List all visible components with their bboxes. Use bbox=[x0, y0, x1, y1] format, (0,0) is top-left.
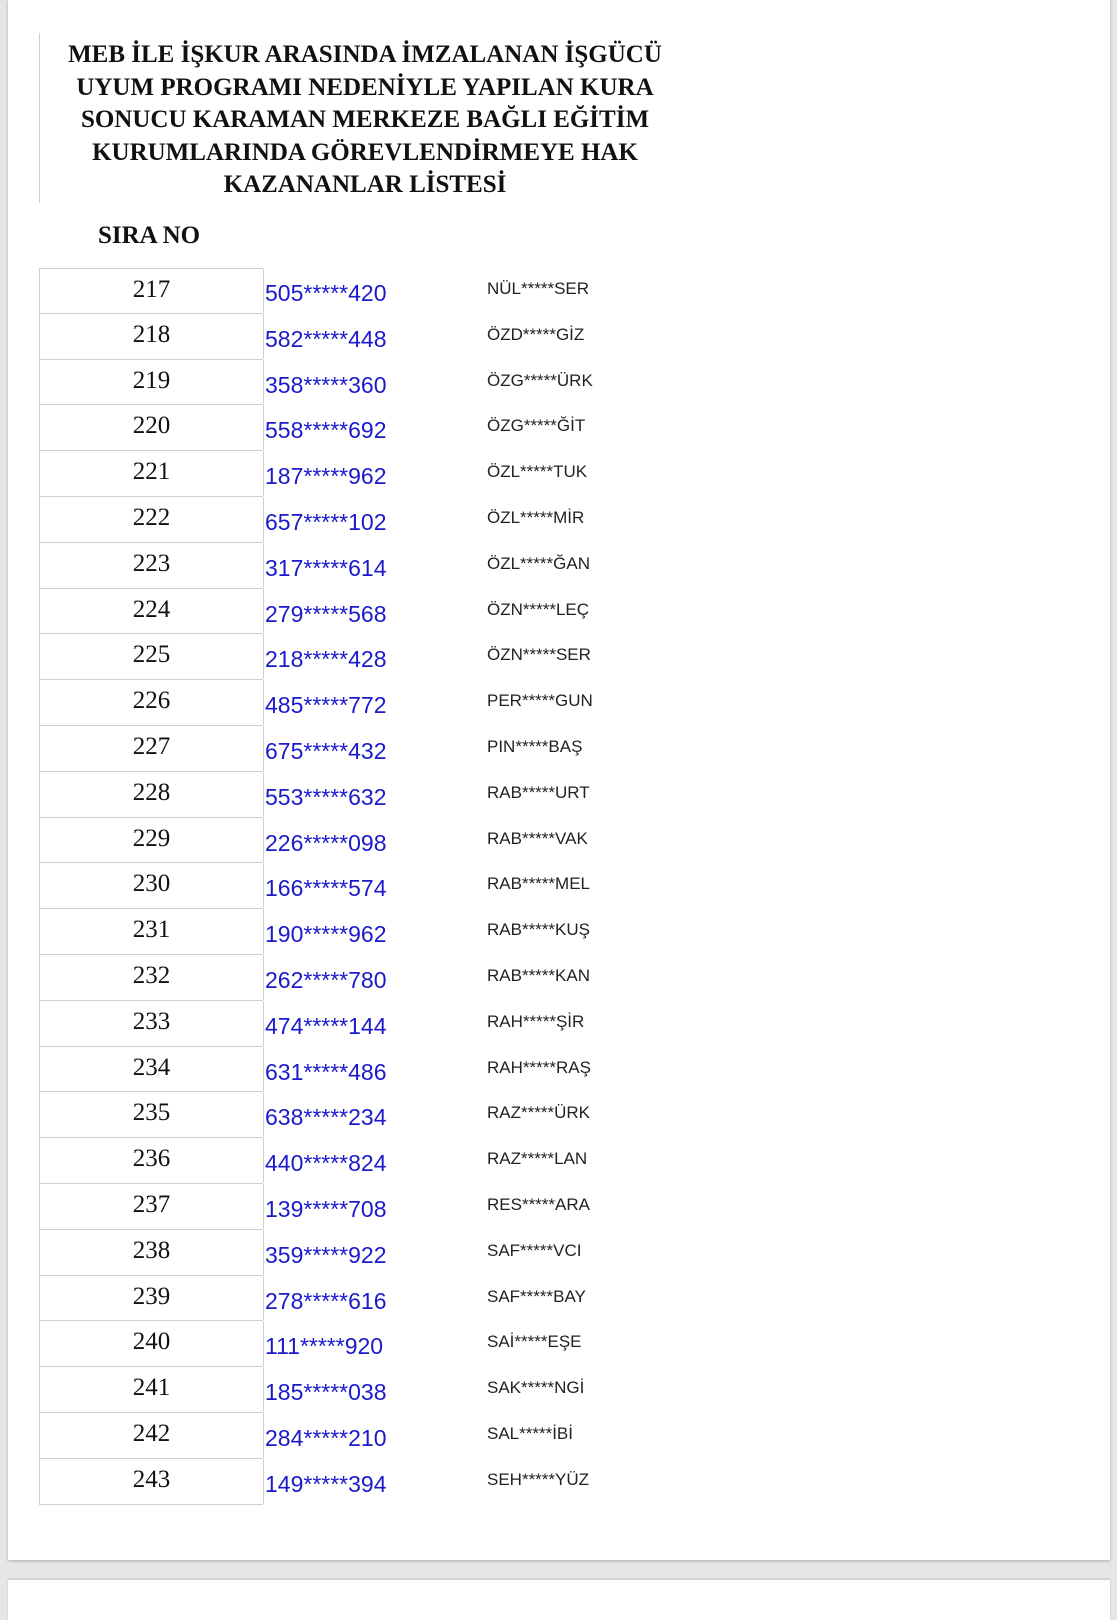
tc-number-cell: 485*****772 bbox=[265, 692, 387, 719]
name-cell: PER*****GUN bbox=[487, 691, 593, 711]
sira-no-cell: 231 bbox=[39, 909, 263, 955]
sira-no-cell: 229 bbox=[39, 818, 263, 864]
tc-number-cell: 474*****144 bbox=[265, 1012, 387, 1039]
sira-no-cell: 221 bbox=[39, 451, 263, 497]
title-line: KURUMLARINDA GÖREVLENDİRMEYE HAK bbox=[92, 138, 638, 166]
sira-no-cell: 232 bbox=[39, 955, 263, 1001]
sira-no-cell: 225 bbox=[39, 634, 263, 680]
name-cell: SAK*****NGİ bbox=[487, 1378, 585, 1398]
name-cell: SAL*****İBİ bbox=[487, 1423, 573, 1443]
tc-number-cell: 226*****098 bbox=[265, 829, 387, 856]
tc-number-cell: 262*****780 bbox=[265, 966, 387, 993]
tc-number-cell: 166*****574 bbox=[265, 875, 387, 902]
name-cell: SAF*****VCI bbox=[487, 1240, 582, 1260]
sira-no-cell: 239 bbox=[39, 1276, 263, 1322]
sira-no-cell: 217 bbox=[39, 268, 263, 314]
name-cell: RAB*****VAK bbox=[487, 828, 588, 848]
tc-number-cell: 185*****038 bbox=[265, 1379, 387, 1406]
sira-no-cell: 234 bbox=[39, 1047, 263, 1093]
tc-number-cell: 631*****486 bbox=[265, 1058, 387, 1085]
name-cell: ÖZG*****ÜRK bbox=[487, 370, 593, 390]
title-line: KAZANANLAR LİSTESİ bbox=[223, 171, 507, 198]
name-cell: ÖZD*****GİZ bbox=[487, 324, 585, 344]
name-cell: RAZ*****LAN bbox=[487, 1149, 588, 1169]
tc-number-cell: 359*****922 bbox=[265, 1241, 387, 1268]
name-cell: ÖZL*****TUK bbox=[487, 462, 588, 482]
title-line: UYUM PROGRAMI NEDENİYLE YAPILAN KURA bbox=[76, 73, 654, 101]
sira-no-cell: 237 bbox=[39, 1184, 263, 1230]
name-cell: ÖZL*****MİR bbox=[487, 507, 585, 527]
tc-number-cell: 111*****920 bbox=[265, 1333, 384, 1360]
name-cell: ÖZN*****LEÇ bbox=[487, 599, 590, 619]
tc-number-cell: 187*****962 bbox=[265, 463, 387, 490]
name-cell: RAZ*****ÜRK bbox=[487, 1103, 590, 1123]
tc-number-cell: 278*****616 bbox=[265, 1287, 387, 1314]
name-cell: SAİ*****EŞE bbox=[487, 1332, 582, 1352]
tc-number-cell: 218*****428 bbox=[265, 646, 387, 673]
tc-number-cell: 657*****102 bbox=[265, 508, 387, 535]
name-cell: RAB*****MEL bbox=[487, 874, 590, 894]
name-cell: PIN*****BAŞ bbox=[487, 736, 583, 756]
tc-number-cell: 553*****632 bbox=[265, 783, 387, 810]
tc-number-cell: 505*****420 bbox=[265, 280, 387, 306]
tc-number-cell: 284*****210 bbox=[265, 1424, 387, 1451]
document-page bbox=[8, 0, 1110, 1560]
sira-no-cell: 220 bbox=[39, 405, 263, 451]
title-line: MEB İLE İŞKUR ARASINDA İMZALANAN İŞGÜCÜ bbox=[68, 41, 662, 68]
sira-no-cell: 224 bbox=[39, 589, 263, 635]
name-cell: SAF*****BAY bbox=[487, 1286, 586, 1306]
tc-number-cell: 582*****448 bbox=[265, 325, 387, 352]
title-line: SONUCU KARAMAN MERKEZE BAĞLI EĞİTİM bbox=[80, 106, 650, 133]
sira-no-cell: 222 bbox=[39, 497, 263, 543]
name-cell: NÜL*****SER bbox=[487, 279, 590, 298]
tc-number-cell: 279*****568 bbox=[265, 600, 387, 627]
name-cell: ÖZG*****ĞİT bbox=[487, 416, 586, 436]
name-cell: SEH*****YÜZ bbox=[487, 1469, 590, 1489]
sira-no-cell: 230 bbox=[39, 863, 263, 909]
sira-no-cell: 218 bbox=[39, 314, 263, 360]
tc-number-cell: 675*****432 bbox=[265, 737, 387, 764]
sira-no-cell: 235 bbox=[39, 1092, 263, 1138]
sira-no-cell: 219 bbox=[39, 360, 263, 406]
sira-no-cell: 223 bbox=[39, 543, 263, 589]
name-cell: ÖZL*****ĞAN bbox=[487, 553, 590, 573]
sira-no-cell: 242 bbox=[39, 1413, 263, 1459]
name-cell: RAH*****ŞİR bbox=[487, 1011, 585, 1031]
sira-no-cell: 240 bbox=[39, 1321, 263, 1367]
tc-number-cell: 358*****360 bbox=[265, 371, 387, 398]
tc-number-cell: 139*****708 bbox=[265, 1195, 387, 1222]
tc-number-cell: 190*****962 bbox=[265, 921, 387, 948]
name-cell: RAB*****URT bbox=[487, 782, 590, 802]
name-cell: RAB*****KUŞ bbox=[487, 920, 590, 940]
sira-no-cell: 226 bbox=[39, 680, 263, 726]
column-header-sira-no: SIRA NO bbox=[98, 222, 201, 249]
name-cell: ÖZN*****SER bbox=[487, 645, 591, 665]
sira-no-cell: 236 bbox=[39, 1138, 263, 1184]
next-page-edge bbox=[8, 1580, 1110, 1620]
sira-no-cell: 227 bbox=[39, 726, 263, 772]
tc-number-cell: 149*****394 bbox=[265, 1470, 387, 1497]
sira-no-cell: 241 bbox=[39, 1367, 263, 1413]
tc-number-cell: 638*****234 bbox=[265, 1104, 387, 1131]
tc-number-cell: 317*****614 bbox=[265, 554, 387, 581]
title-box bbox=[39, 33, 710, 203]
name-cell: RAH*****RAŞ bbox=[487, 1057, 591, 1077]
tc-number-cell: 558*****692 bbox=[265, 417, 387, 444]
sira-no-cell: 238 bbox=[39, 1230, 263, 1276]
name-cell: RES*****ARA bbox=[487, 1194, 590, 1214]
sira-no-cell: 243 bbox=[39, 1459, 263, 1505]
tc-number-cell: 440*****824 bbox=[265, 1150, 387, 1177]
name-cell: RAB*****KAN bbox=[487, 965, 590, 985]
document-title bbox=[40, 33, 690, 202]
sira-no-cell: 228 bbox=[39, 772, 263, 818]
sira-no-cell: 233 bbox=[39, 1001, 263, 1047]
